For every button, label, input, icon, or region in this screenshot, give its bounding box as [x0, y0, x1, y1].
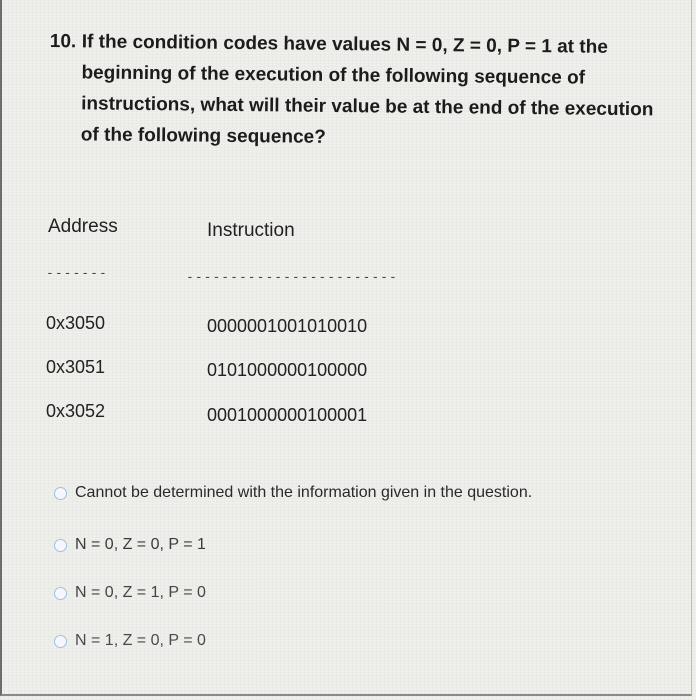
question-number: 10. [49, 30, 77, 53]
option-label: Cannot be determined with the information given in the question. [75, 484, 533, 501]
header-address: Address [48, 216, 118, 237]
question-prompt [49, 26, 670, 148]
question-text [81, 26, 672, 156]
separator-address: ------- [46, 266, 108, 281]
row-3-instruction: 0001000000100001 [207, 405, 368, 425]
option-n1-z0-p0[interactable] [54, 632, 206, 650]
row-1-address: 0x3050 [46, 313, 106, 333]
row-2-instruction: 0101000000100000 [207, 360, 368, 380]
radio-button[interactable] [54, 539, 67, 552]
header-instruction: Instruction [207, 220, 295, 241]
question-line-1: If the condition codes have values N = 0, Z = 0, P = 1 at the [81, 31, 608, 58]
option-label: N = 1, Z = 0, P = 0 [75, 632, 206, 649]
separator-instruction: ------------------------ [186, 270, 398, 285]
row-2-address: 0x3051 [46, 357, 106, 377]
option-label: N = 0, Z = 0, P = 1 [75, 536, 206, 553]
question-line-4: of the following sequence? [80, 124, 326, 148]
option-n0-z1-p0[interactable] [54, 584, 206, 602]
question-line-2: beginning of the execution of the following sequence of [81, 62, 586, 89]
option-cannot-determine[interactable] [54, 484, 532, 502]
option-n0-z0-p1[interactable] [54, 536, 206, 554]
row-1-instruction: 0000001001010010 [207, 316, 368, 336]
radio-button[interactable] [54, 635, 67, 648]
radio-button[interactable] [54, 587, 67, 600]
row-3-address: 0x3052 [46, 401, 106, 421]
option-label: N = 0, Z = 1, P = 0 [75, 584, 206, 601]
radio-button[interactable] [54, 487, 67, 500]
question-line-3: instructions, what will their value be at the end of the execution [81, 93, 654, 121]
